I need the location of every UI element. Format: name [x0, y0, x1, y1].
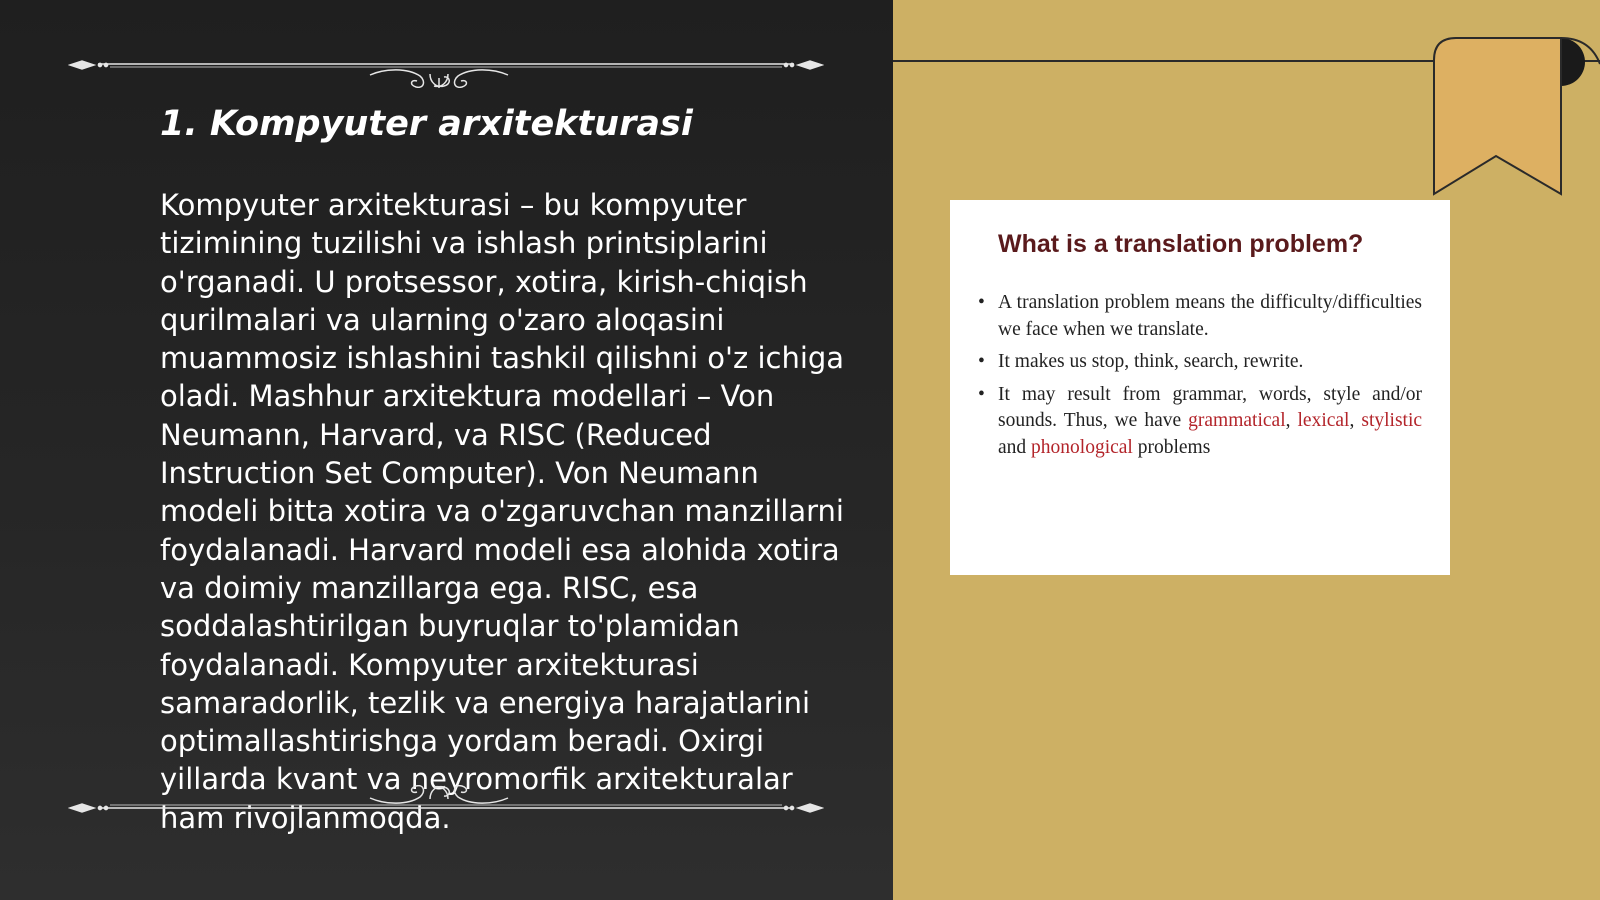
term-lexical: lexical [1297, 410, 1350, 431]
separator-2: , [1349, 410, 1362, 431]
term-stylistic: stylistic [1361, 410, 1423, 431]
card-bullet-2: • It makes us stop, think, search, rewrite. [998, 349, 1422, 376]
bottom-ornament-divider-icon [68, 785, 824, 825]
card-title: What is a translation problem? [998, 230, 1364, 258]
bullet-3-suffix: problems [1132, 436, 1211, 458]
separator-1: , [1285, 410, 1298, 431]
term-phonological: phonological [1031, 436, 1133, 458]
term-grammatical: grammatical [1188, 410, 1286, 431]
slide-title: 1. Kompyuter arxitekturasi [160, 104, 693, 144]
card-bullet-list [998, 290, 1422, 467]
conjunction-and: and [998, 436, 1032, 458]
slide-body-text: Kompyuter arxitekturasi – bu kompyuter tizimining tuzilishi va ishlash printsiplarini o'rganadi. U protsessor, xotira, kirish-chiqish qurilmalari va ularning o'zaro aloqasini muammosiz ishlashini tashkil qilishni o'z ichiga oladi. Mashhur arxitektura modellari – Von Neumann, Harvard, va RISC (Reduced Instruction Set Computer). Von Neumann modeli bitta xotira va o'zgaruvchan manzillarni foydalanadi. Harvard modeli esa alohida xotira va doimiy manzillarga ega. RISC, esa soddalashtirilgan buyruqlar to'plamidan foydalanadi. Kompyuter arxitekturasi samaradorlik, tezlik va energiya harajatlarini optimallashtirishga yordam beradi. Oxirgi yillarda kvant va neyromorfik arxitekturalar ham rivojlanmoqda. [160, 188, 845, 835]
card-bullet-3 [998, 382, 1422, 462]
bookmark-ribbon-icon [1430, 34, 1600, 204]
bullet-3-text: It may result from grammar, words, style and/or sounds. Thus, we have [998, 383, 1422, 431]
top-ornament-divider-icon [68, 48, 824, 88]
translation-problem-card [950, 200, 1450, 575]
decorative-horizontal-line [893, 60, 1438, 62]
card-bullet-1: • A translation problem means the difficulty/difficulties we face when we translate. [998, 290, 1422, 343]
